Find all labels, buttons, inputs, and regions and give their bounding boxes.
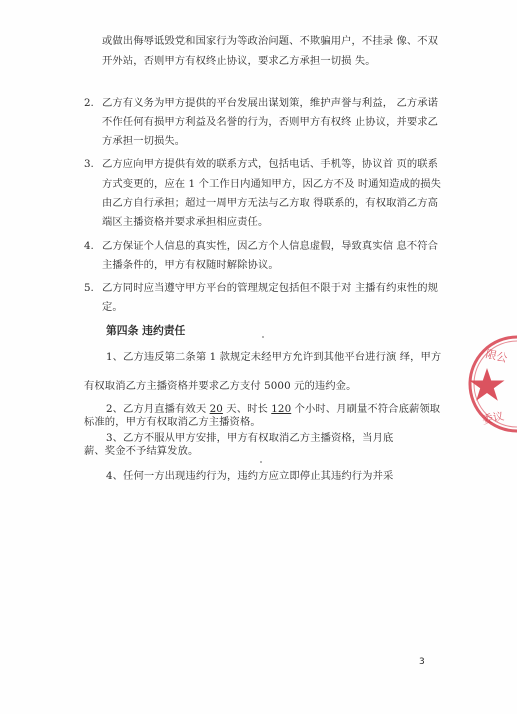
item3-line2: 方式变更的，应在 1 个工作日内通知甲方，因乙方不及 时通知造成的损失: [102, 178, 442, 190]
clause4-line1: 4、任何一方出现违约行为，违约方应立即停止其违约行为并采: [106, 470, 394, 482]
item5-line1: 乙方同时应当遵守甲方平台的管理规定包括但不限于对 主播有约束性的规: [102, 282, 439, 294]
clause2-line1: [106, 403, 440, 416]
clause2-hours: 120: [271, 403, 292, 415]
item4-number: 4.: [84, 240, 94, 252]
item4-line2: 主播条件的，甲方有权随时解除协议。: [102, 259, 279, 271]
seal-star-icon: [470, 368, 505, 401]
clause2-days: 20: [209, 403, 223, 415]
clause1-line2: 有权取消乙方主播资格并要求乙方支付 5000 元的违约金。: [84, 380, 357, 392]
item2-number: 2.: [84, 97, 94, 109]
svg-text:限公: 限公: [484, 347, 509, 366]
item1-line1: 或做出侮辱诋毁党和国家行为等政治问题、不欺骗用户，不挂录 像、不双: [102, 35, 439, 47]
item3-line4: 端区主播资格并要求承担相应责任。: [102, 216, 269, 228]
item3-number: 3.: [84, 158, 94, 170]
clause3-line2: 薪、奖金不予结算发放。: [84, 445, 199, 457]
clause3-line1: 3、乙方不服从甲方安排，甲方有权取消乙方主播资格，当月底: [106, 432, 394, 444]
clause2-text-c: 个小时、月刷量不符合底薪领取: [291, 403, 441, 415]
clause2-line2: 标准的，甲方有权取消乙方主播资格。: [84, 416, 261, 428]
item2-line3: 方承担一切损失。: [102, 135, 186, 147]
svg-text:委议: 委议: [480, 409, 506, 427]
clause2-text-b: 天、时长: [222, 403, 272, 415]
item5-line2: 定。: [102, 301, 123, 313]
seal-graphic: [455, 332, 517, 437]
item3-line1: 乙方应向甲方提供有效的联系方式，包括电话、手机等，协议首 页的联系: [102, 158, 439, 170]
company-seal: [455, 332, 517, 437]
scan-speck: [262, 336, 264, 338]
item4-line1: 乙方保证个人信息的真实性，因乙方个人信息虚假，导致真实信 息不符合: [102, 240, 439, 252]
item2-line2: 不作任何有损甲方利益及名誉的行为，否则甲方有权终 止协议，并要求乙: [102, 116, 439, 128]
clause2-text-a: 2、乙方月直播有效天: [106, 403, 210, 415]
item2-line1: 乙方有义务为甲方提供的平台发展出谋划策，维护声誉与利益， 乙方承诺: [102, 97, 439, 109]
page-number: 3: [419, 657, 425, 667]
scan-speck: [260, 461, 262, 463]
item3-line3: 由乙方自行承担；超过一周甲方无法与乙方取 得联系的，有权取消乙方高: [102, 197, 439, 209]
item1-line2: 开外站，否则甲方有权终止协议，要求乙方承担一切损 失。: [102, 55, 376, 67]
clause1-line1: 1、乙方违反第二条第 1 款规定未经甲方允许到其他平台进行演 绎，甲方: [106, 351, 442, 363]
article4-heading: 第四条 违约责任: [106, 324, 186, 337]
item5-number: 5.: [84, 282, 94, 294]
